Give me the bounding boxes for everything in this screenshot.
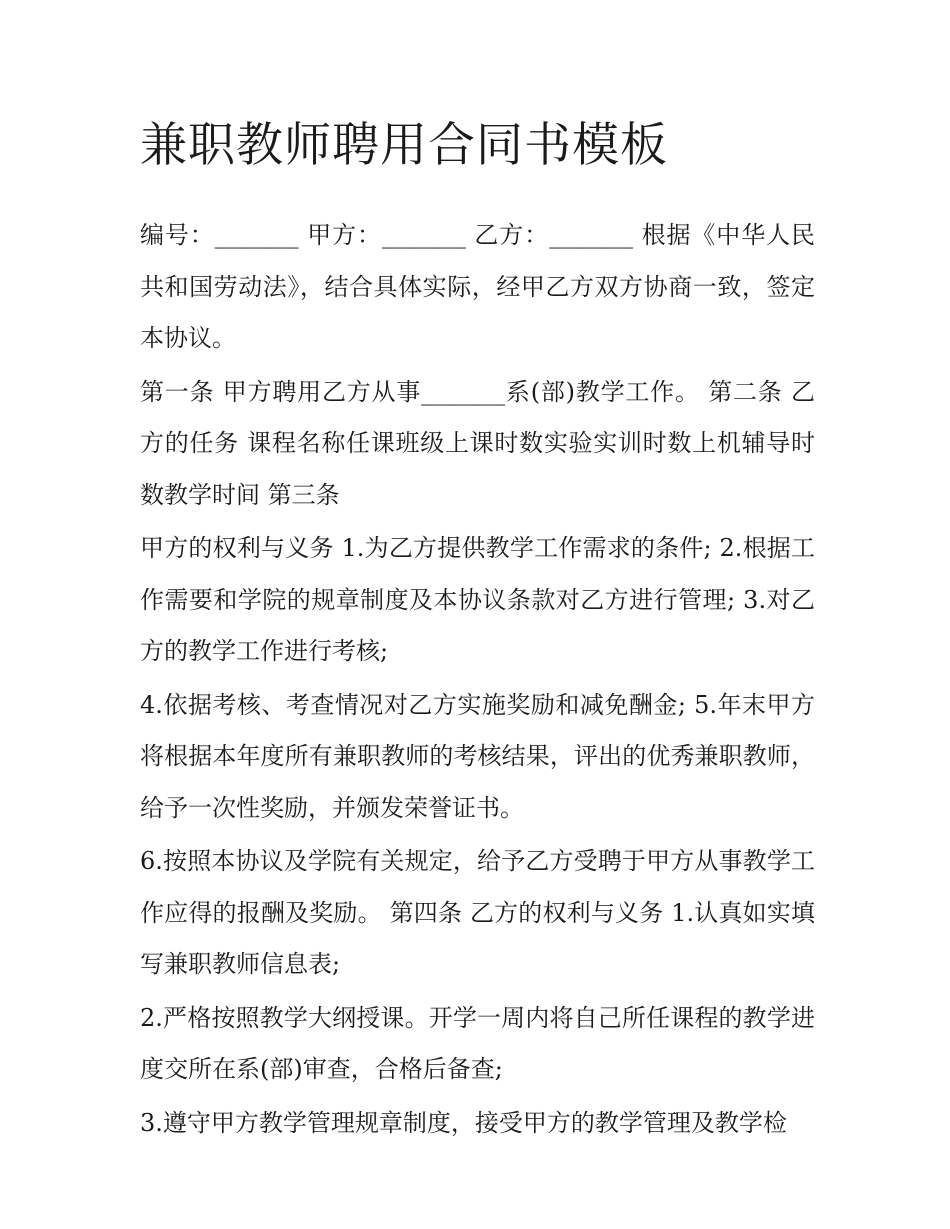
paragraph-article-4-item-3: 3.遵守甲方教学管理规章制度，接受甲方的教学管理及教学检 (140, 1108, 787, 1137)
document-page (140, 112, 815, 1151)
paragraph-preamble: 编号：_______ 甲方：_______ 乙方：_______ 根据《中华人民共和国劳动法》，结合具体实际，经甲乙方双方协商一致，签定本协议。 (140, 221, 815, 352)
paragraph-article-4-item-2: 2.严格按照教学大纲授课。开学一周内将自己所任课程的教学进度交所在系(部)审查，合格后备查; (140, 1003, 815, 1083)
paragraph-article-1-2: 第一条 甲方聘用乙方从事_______系(部)教学工作。 第二条 乙方的任务 课程名称任课班级上课时数实验实训时数上机辅导时数教学时间 第三条 (140, 377, 815, 509)
paragraph-article-3-cont: 4.依据考核、考查情况对乙方实施奖励和减免酬金; 5.年末甲方将根据本年度所有兼职教师的考核结果，评出的优秀兼职教师，给予一次性奖励，并颁发荣誉证书。 (140, 690, 815, 822)
paragraph-article-3: 甲方的权利与义务 1.为乙方提供教学工作需求的条件; 2.根据工作需要和学院的规章制度及本协议条款对乙方进行管理; 3.对乙方的教学工作进行考核; (140, 534, 815, 665)
document-title: 兼职教师聘用合同书模板 (140, 118, 668, 173)
paragraph-article-3-4: 6.按照本协议及学院有关规定，给予乙方受聘于甲方从事教学工作应得的报酬及奖励。 第四条 乙方的权利与义务 1.认真如实填写兼职教师信息表; (140, 847, 815, 978)
